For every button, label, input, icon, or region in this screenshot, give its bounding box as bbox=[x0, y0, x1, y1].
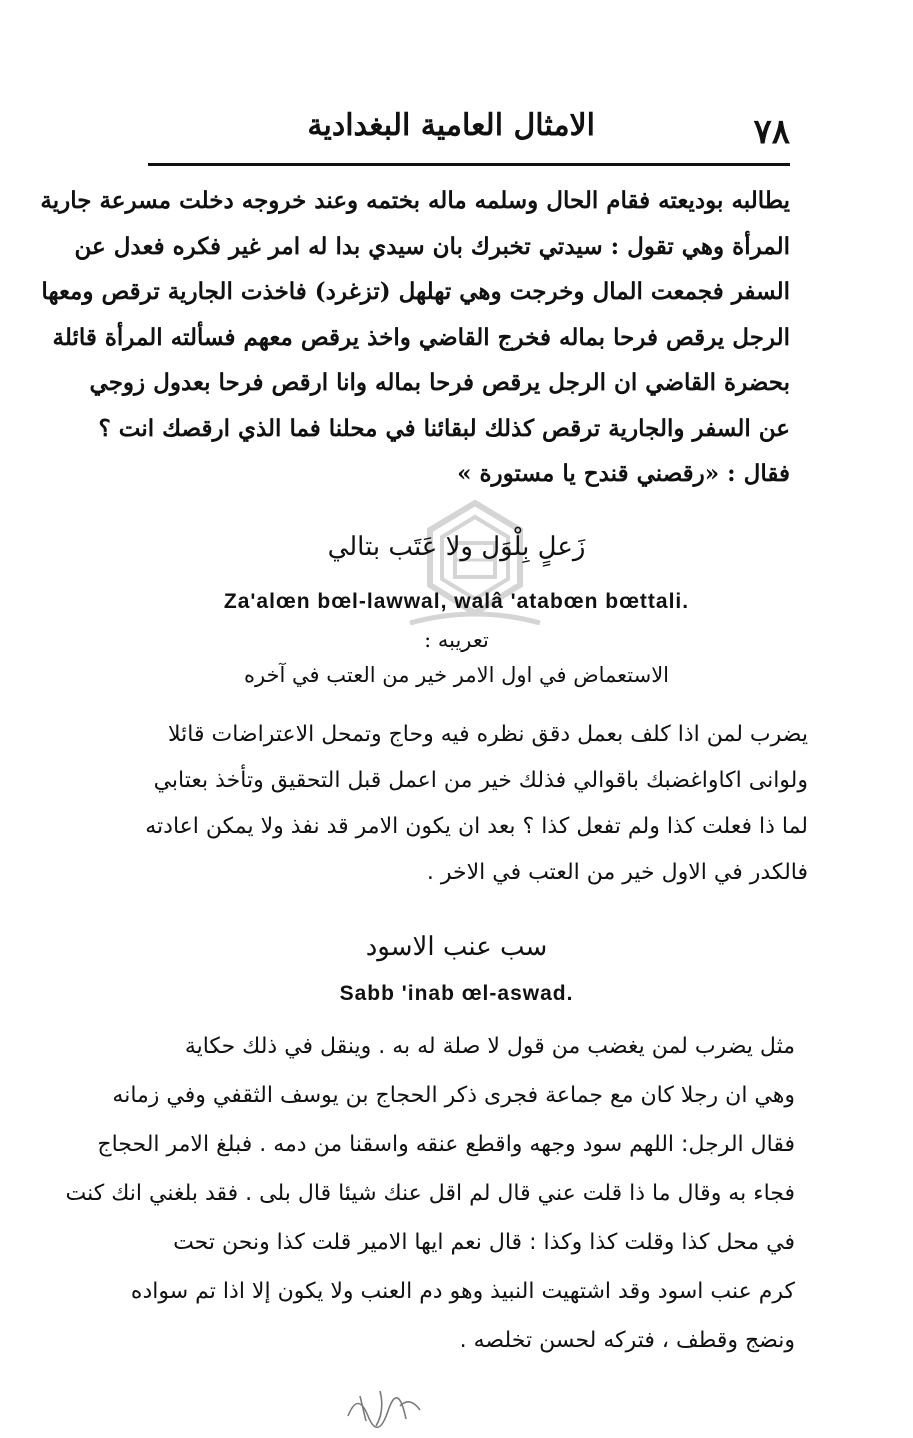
text-line: يطالبه بوديعته فقام الحال وسلمه ماله بختمه وعند خروجه دخلت مسرعة جارية bbox=[40, 187, 790, 214]
page-header bbox=[150, 108, 790, 158]
text-line: ونضج وقطف ، فتركه لحسن تخلصه . bbox=[459, 1328, 795, 1353]
story-paragraph bbox=[40, 178, 790, 497]
proverb-1-translation: الاستعماض في اول الامر خير من العتب في آخره bbox=[243, 663, 670, 687]
text-line: الرجل يرقص فرحا بماله فخرج القاضي واخذ يرقص معهم فسألته المرأة قائلة bbox=[52, 323, 790, 351]
proverb-1-title: زَعلٍ بِلْوَل ولا عَتَب بتالي bbox=[327, 532, 586, 562]
translation-label: تعريبه : bbox=[424, 628, 489, 652]
text-line: في محل كذا وقلت كذا وكذا : قال نعم ايها الامير قلت كذا ونحن تحت bbox=[173, 1230, 795, 1255]
proverb-2-transliteration: Sabb 'inab œl-aswad. bbox=[339, 982, 574, 1005]
text-line: يضرب لمن اذا كلف بعمل دقق نظره فيه وحاج وتمحل الاعتراضات قائلا bbox=[168, 722, 808, 747]
text-line: كرم عنب اسود وقد اشتهيت النبيذ وهو دم العنب ولا يكون إلا اذا تم سواده bbox=[130, 1279, 795, 1304]
text-line: فجاء به وقال ما ذا قلت عني قال لم اقل عنك شيئا قال بلى . فقد بلغني انك كنت bbox=[65, 1181, 795, 1206]
text-line: عن السفر والجارية ترقص كذلك لبقائنا في محلنا فما الذي ارقصك انت ؟ bbox=[98, 414, 790, 442]
page-number: ٧٨ bbox=[753, 112, 790, 152]
header-rule bbox=[148, 163, 790, 166]
library-seal-watermark bbox=[400, 495, 550, 635]
text-line: السفر فجمعت المال وخرجت وهي تهلهل (تزغرد) فاخذت الجارية ترقص ومعها bbox=[41, 278, 790, 305]
text-line: المرأة وهي تقول : سيدتي تخبرك بان سيدي بدا له امر غير فكره فعدل عن bbox=[74, 232, 790, 260]
text-line: لما ذا فعلت كذا ولم تفعل كذا ؟ بعد ان يكون الامر قد نفذ ولا يمكن اعادته bbox=[145, 814, 808, 839]
text-line: ولوانى اكاواغضبك باقوالي فذلك خير من اعمل قبل التحقيق وتأخذ بعتابي bbox=[153, 768, 808, 793]
proverb-1-transliteration: Za'alœn bœl-lawwal, walâ 'atabœn bœttali. bbox=[223, 590, 690, 613]
text-line: مثل يضرب لمن يغضب من قول لا صلة له به . وينقل في ذلك حكاية bbox=[184, 1034, 795, 1059]
text-line: فالكدر في الاول خير من العتب في الاخر . bbox=[426, 860, 808, 885]
text-line: فقال : «رقصني قندح يا مستورة » bbox=[457, 460, 790, 487]
proverb-2-title: سب عنب الاسود bbox=[365, 932, 548, 962]
text-line: وهي ان رجلا كان مع جماعة فجرى ذكر الحجاج بن يوسف الثقفي وفي زمانه bbox=[112, 1083, 795, 1108]
proverb-1-explanation bbox=[118, 712, 808, 896]
text-line: بحضرة القاضي ان الرجل يرقص فرحا بماله وانا ارقص فرحا بعدول زوجي bbox=[89, 369, 790, 396]
ink-scribble bbox=[340, 1376, 430, 1436]
running-title: الامثال العامية البغدادية bbox=[307, 108, 595, 143]
text-line: فقال الرجل: اللهم سود وجهه واقطع عنقه واسقنا من دمه . فبلغ الامر الحجاج bbox=[97, 1132, 795, 1157]
proverb-2-explanation bbox=[65, 1022, 795, 1365]
